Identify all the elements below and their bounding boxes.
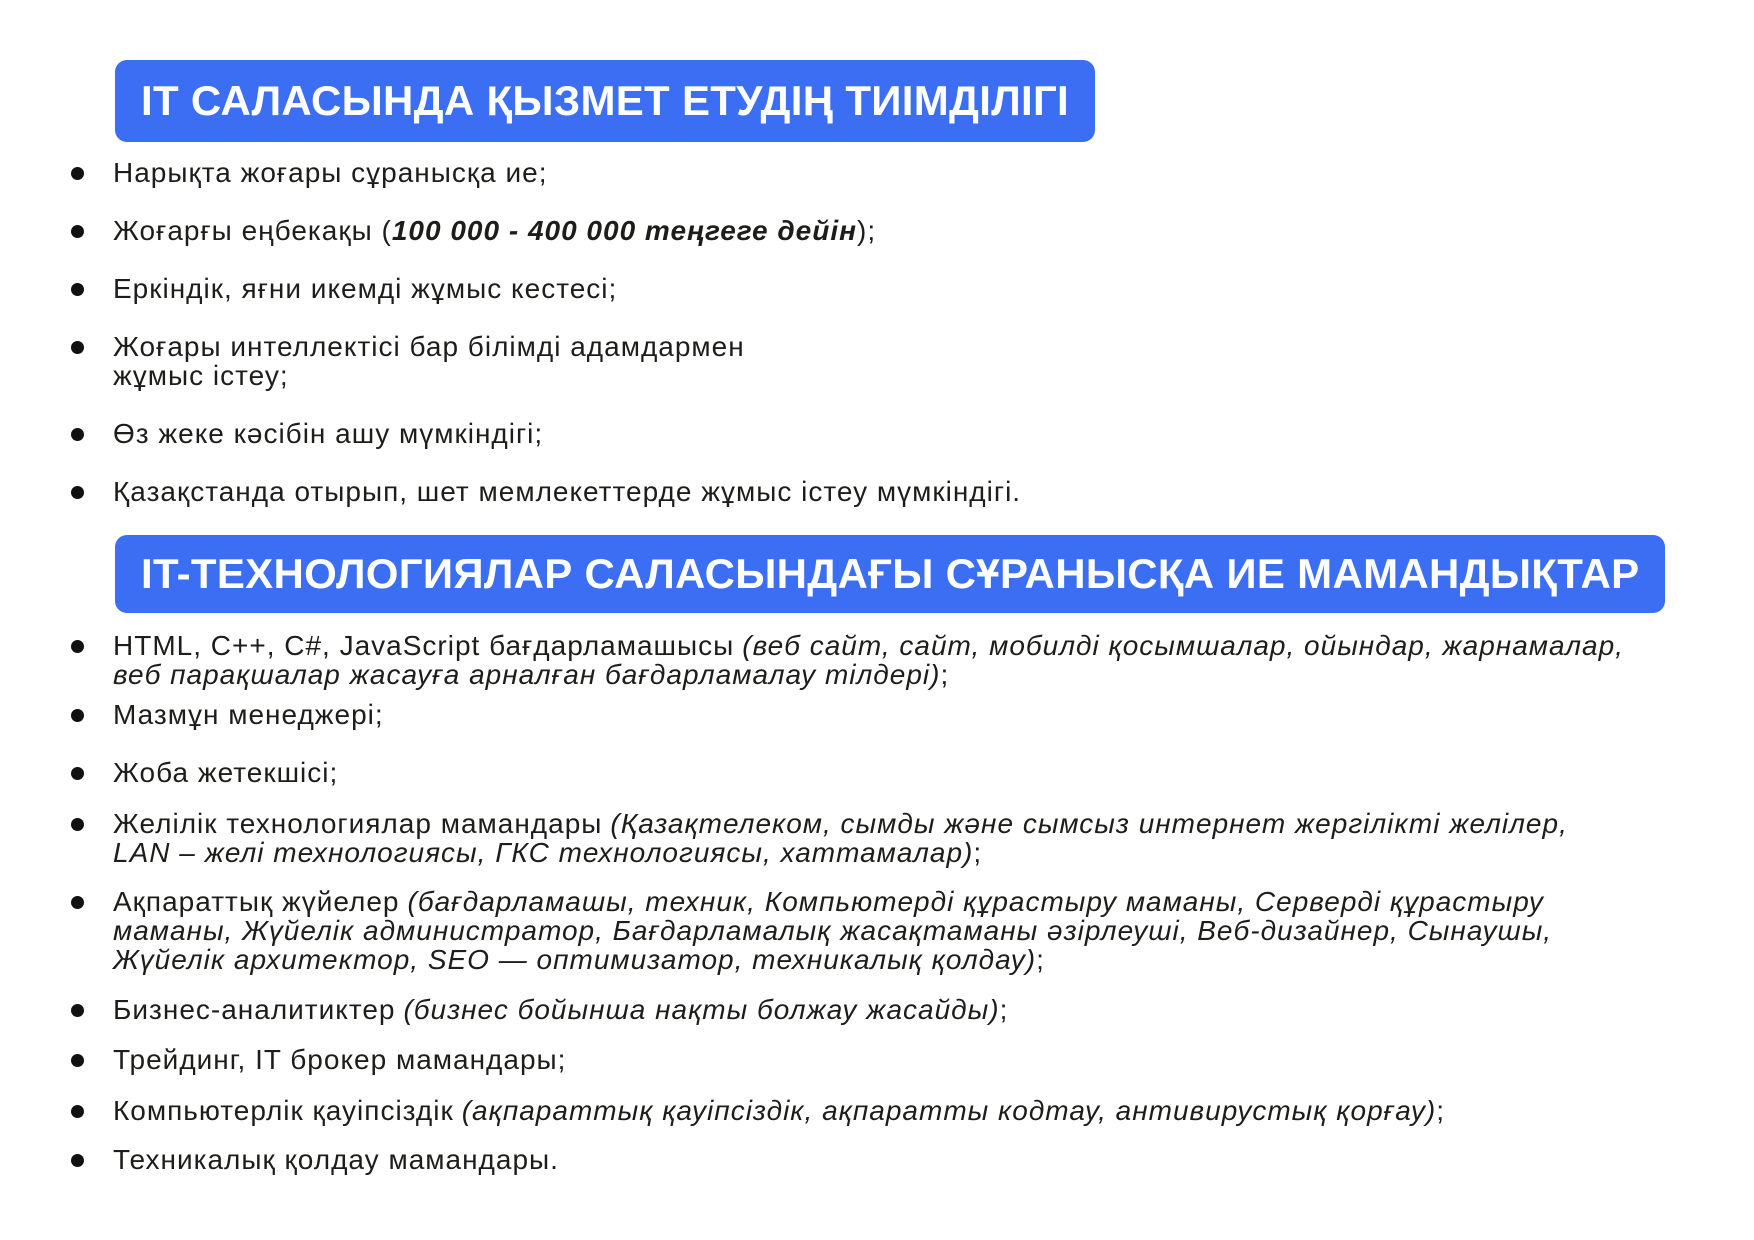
bullet-icon <box>71 1154 84 1167</box>
item-text: Жоғарғы еңбекақы ( <box>113 215 392 246</box>
item-detail: (бизнес бойынша нақты болжау жасайды) <box>403 994 1000 1025</box>
list-item <box>113 216 1733 245</box>
item-text: Жоғары интеллектісі бар білімді адамдармен <box>113 331 745 362</box>
item-line <box>113 660 1733 689</box>
list-item <box>113 887 1733 974</box>
item-text: Техникалық қолдау мамандары. <box>113 1144 559 1175</box>
item-line <box>113 158 1733 187</box>
list-item <box>113 809 1733 867</box>
bullet-icon <box>71 1004 84 1017</box>
item-text: Мазмұн менеджері; <box>113 699 384 730</box>
item-line <box>113 995 1733 1024</box>
bullet-icon <box>71 167 84 180</box>
bullet-icon <box>71 428 84 441</box>
item-end: ); <box>857 215 877 246</box>
bullet-icon <box>71 341 84 354</box>
section-title-benefits: IT САЛАСЫНДА ҚЫЗМЕТ ЕТУДІҢ ТИІМДІЛІГІ <box>115 60 1095 142</box>
benefits-list <box>0 158 1733 506</box>
item-line <box>113 361 1733 390</box>
item-line <box>113 1096 1733 1125</box>
item-detail: LAN – желі технологиясы, ГКС технологиясы, хаттамалар) <box>113 837 974 868</box>
item-line <box>113 274 1733 303</box>
bullet-icon <box>71 709 84 722</box>
list-item <box>113 274 1733 303</box>
item-line <box>113 700 1733 729</box>
list-item <box>113 1096 1733 1125</box>
item-text: Желілік технологиялар мамандары <box>113 808 603 839</box>
item-line <box>113 332 1733 361</box>
list-item <box>113 700 1733 729</box>
item-detail: (бағдарламашы, техник, Компьютерді құрастыру маманы, Серверді құрастыру <box>407 886 1544 917</box>
item-line <box>113 838 1733 867</box>
bullet-icon <box>71 767 84 780</box>
item-line <box>113 916 1733 945</box>
item-text: Жоба жетекшісі; <box>113 757 339 788</box>
bullet-icon <box>71 818 84 831</box>
bullet-icon <box>71 896 84 909</box>
item-line <box>113 216 1733 245</box>
item-detail: веб парақшалар жасауға арналған бағдарламалау тілдері) <box>113 659 941 690</box>
item-text: Өз жеке кәсібін ашу мүмкіндігі; <box>113 418 544 449</box>
item-line <box>113 1045 1733 1074</box>
item-detail: маманы, Жүйелік администратор, Бағдарламалық жасақтаманы әзірлеуші, Веб-дизайнер, Сынаушы, <box>113 915 1553 946</box>
item-text: Еркіндік, яғни икемді жұмыс кестесі; <box>113 273 618 304</box>
bullet-icon <box>71 225 84 238</box>
item-detail: (ақпараттық қауіпсіздік, ақпаратты кодтау, антивирустық қорғау) <box>461 1095 1437 1126</box>
bullet-icon <box>71 640 84 653</box>
item-line <box>113 1145 1733 1174</box>
bullet-icon <box>71 1105 84 1118</box>
item-line <box>113 419 1733 448</box>
item-text: Нарықта жоғары сұранысқа ие; <box>113 157 548 188</box>
item-end: ; <box>940 659 950 690</box>
list-item <box>113 419 1733 448</box>
item-line <box>113 631 1733 660</box>
list-item <box>113 477 1733 506</box>
item-line <box>113 945 1733 974</box>
bullet-icon <box>71 283 84 296</box>
item-text: жұмыс істеу; <box>113 360 289 391</box>
list-item <box>113 1145 1733 1174</box>
list-item <box>113 1045 1733 1074</box>
list-item <box>113 758 1733 787</box>
bullet-icon <box>71 486 84 499</box>
list-item <box>113 158 1733 187</box>
item-detail: (Қазақтелеком, сымды және сымсыз интернет жергілікті желілер, <box>610 808 1568 839</box>
item-text: Ақпараттық жүйелер <box>113 886 400 917</box>
item-end: ; <box>999 994 1009 1025</box>
item-line <box>113 809 1733 838</box>
bullet-icon <box>71 1054 84 1067</box>
section-title-professions: IT-ТЕХНОЛОГИЯЛАР САЛАСЫНДАҒЫ СҰРАНЫСҚА ИЕ МАМАНДЫҚТАР <box>115 535 1665 613</box>
list-item <box>113 995 1733 1024</box>
professions-list <box>0 631 1733 1174</box>
list-item <box>113 631 1733 689</box>
item-line <box>113 758 1733 787</box>
item-text: Компьютерлік қауіпсіздік <box>113 1095 454 1126</box>
item-end: ; <box>1036 944 1045 975</box>
item-end: ; <box>1436 1095 1445 1126</box>
list-item <box>113 332 1733 390</box>
item-line <box>113 477 1733 506</box>
item-text: Трейдинг, IT брокер мамандары; <box>113 1044 567 1075</box>
item-end: ; <box>973 837 983 868</box>
item-text: Қазақстанда отырып, шет мемлекеттерде жұмыс істеу мүмкіндігі. <box>113 476 1022 507</box>
salary-range: 100 000 - 400 000 теңгеге дейін <box>391 215 858 246</box>
item-text: HTML, C++, C#, JavaScript бағдарламашысы <box>113 630 735 661</box>
item-line <box>113 887 1733 916</box>
item-detail: Жүйелік архитектор, SEO — оптимизатор, техникалық қолдау) <box>113 944 1037 975</box>
item-detail: (веб сайт, сайт, мобилді қосымшалар, ойындар, жарнамалар, <box>742 630 1624 661</box>
item-text: Бизнес-аналитиктер <box>113 994 396 1025</box>
